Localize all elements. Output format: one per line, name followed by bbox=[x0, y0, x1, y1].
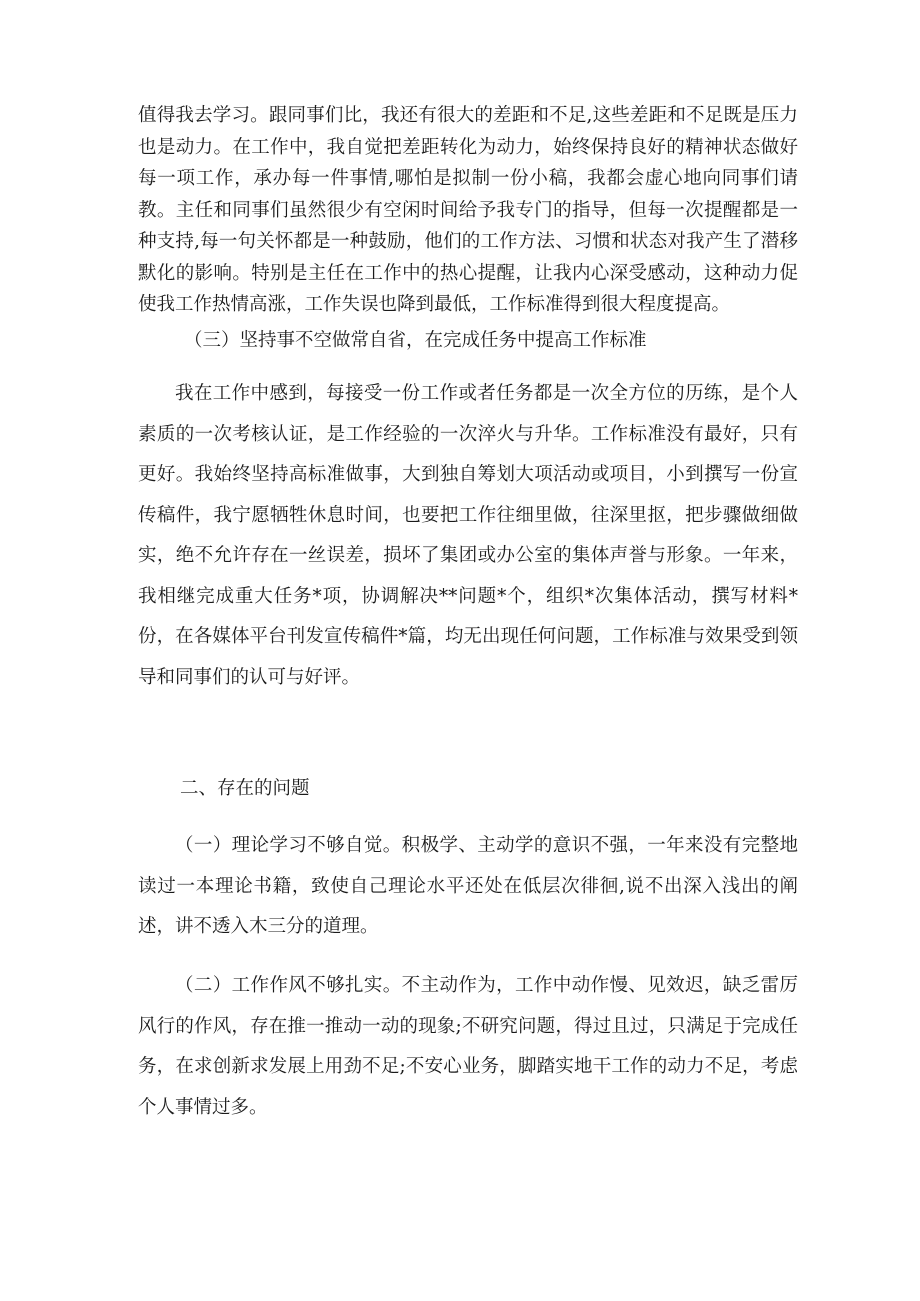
paragraph-problem-one: （一）理论学习不够自觉。积极学、主动学的意识不强，一年来没有完整地读过一本理论书籍，致使自己理论水平还处在低层次徘徊,说不出深入浅出的阐述，讲不透入木三分的道理。 bbox=[138, 835, 798, 937]
paragraph-work-standards: 我在工作中感到，每接受一份工作或者任务都是一次全方位的历练，是个人素质的一次考核认证，是工作经验的一次淬火与升华。工作标准没有最好，只有更好。我始终坚持高标准做事，大到独自筹划大项活动或项目，小到撰写一份宣传稿件，我宁愿牺牲休息时间，也要把工作往细里做，往深里抠，把步骤做细做实，绝不允许存在一丝误差，损坏了集团或办公室的集体声誉与形象。一年来，我相继完成重大任务*项，协调解决**问题*个，组织*次集体活动，撰写材料*份，在各媒体平台刊发宣传稿件*篇，均无出现任何问题，工作标准与效果受到领导和同事们的认可与好评。 bbox=[138, 383, 798, 688]
paragraph-continuation: 值得我去学习。跟同事们比，我还有很大的差距和不足,这些差距和不足既是压力也是动力。在工作中，我自觉把差距转化为动力，始终保持良好的精神状态做好每一项工作，承办每一件事情,哪怕是拟制一份小稿，我都会虚心地向同事们请教。主任和同事们虽然很少有空闲时间给予我专门的指导，但每一次提醒都是一种支持,每一句关怀都是一种鼓励，他们的工作方法、习惯和状态对我产生了潜移默化的影响。特别是主任在工作中的热心提醒，让我内心深受感动，这种动力促使我工作热情高涨，工作失误也降到最低，工作标准得到很大程度提高。 bbox=[138, 105, 798, 315]
subheading-three: （三）坚持事不空做常自省，在完成任务中提高工作标准 bbox=[184, 330, 647, 351]
paragraph-problem-two: （二）工作作风不够扎实。不主动作为，工作中动作慢、见效迟，缺乏雷厉风行的作风，存在推一推动一动的现象;不研究问题，得过且过，只满足于完成任务，在求创新求发展上用劲不足;不安心业务，脚踏实地干工作的动力不足，考虑个人事情过多。 bbox=[138, 975, 798, 1118]
section-heading-problems: 二、存在的问题 bbox=[180, 778, 310, 799]
